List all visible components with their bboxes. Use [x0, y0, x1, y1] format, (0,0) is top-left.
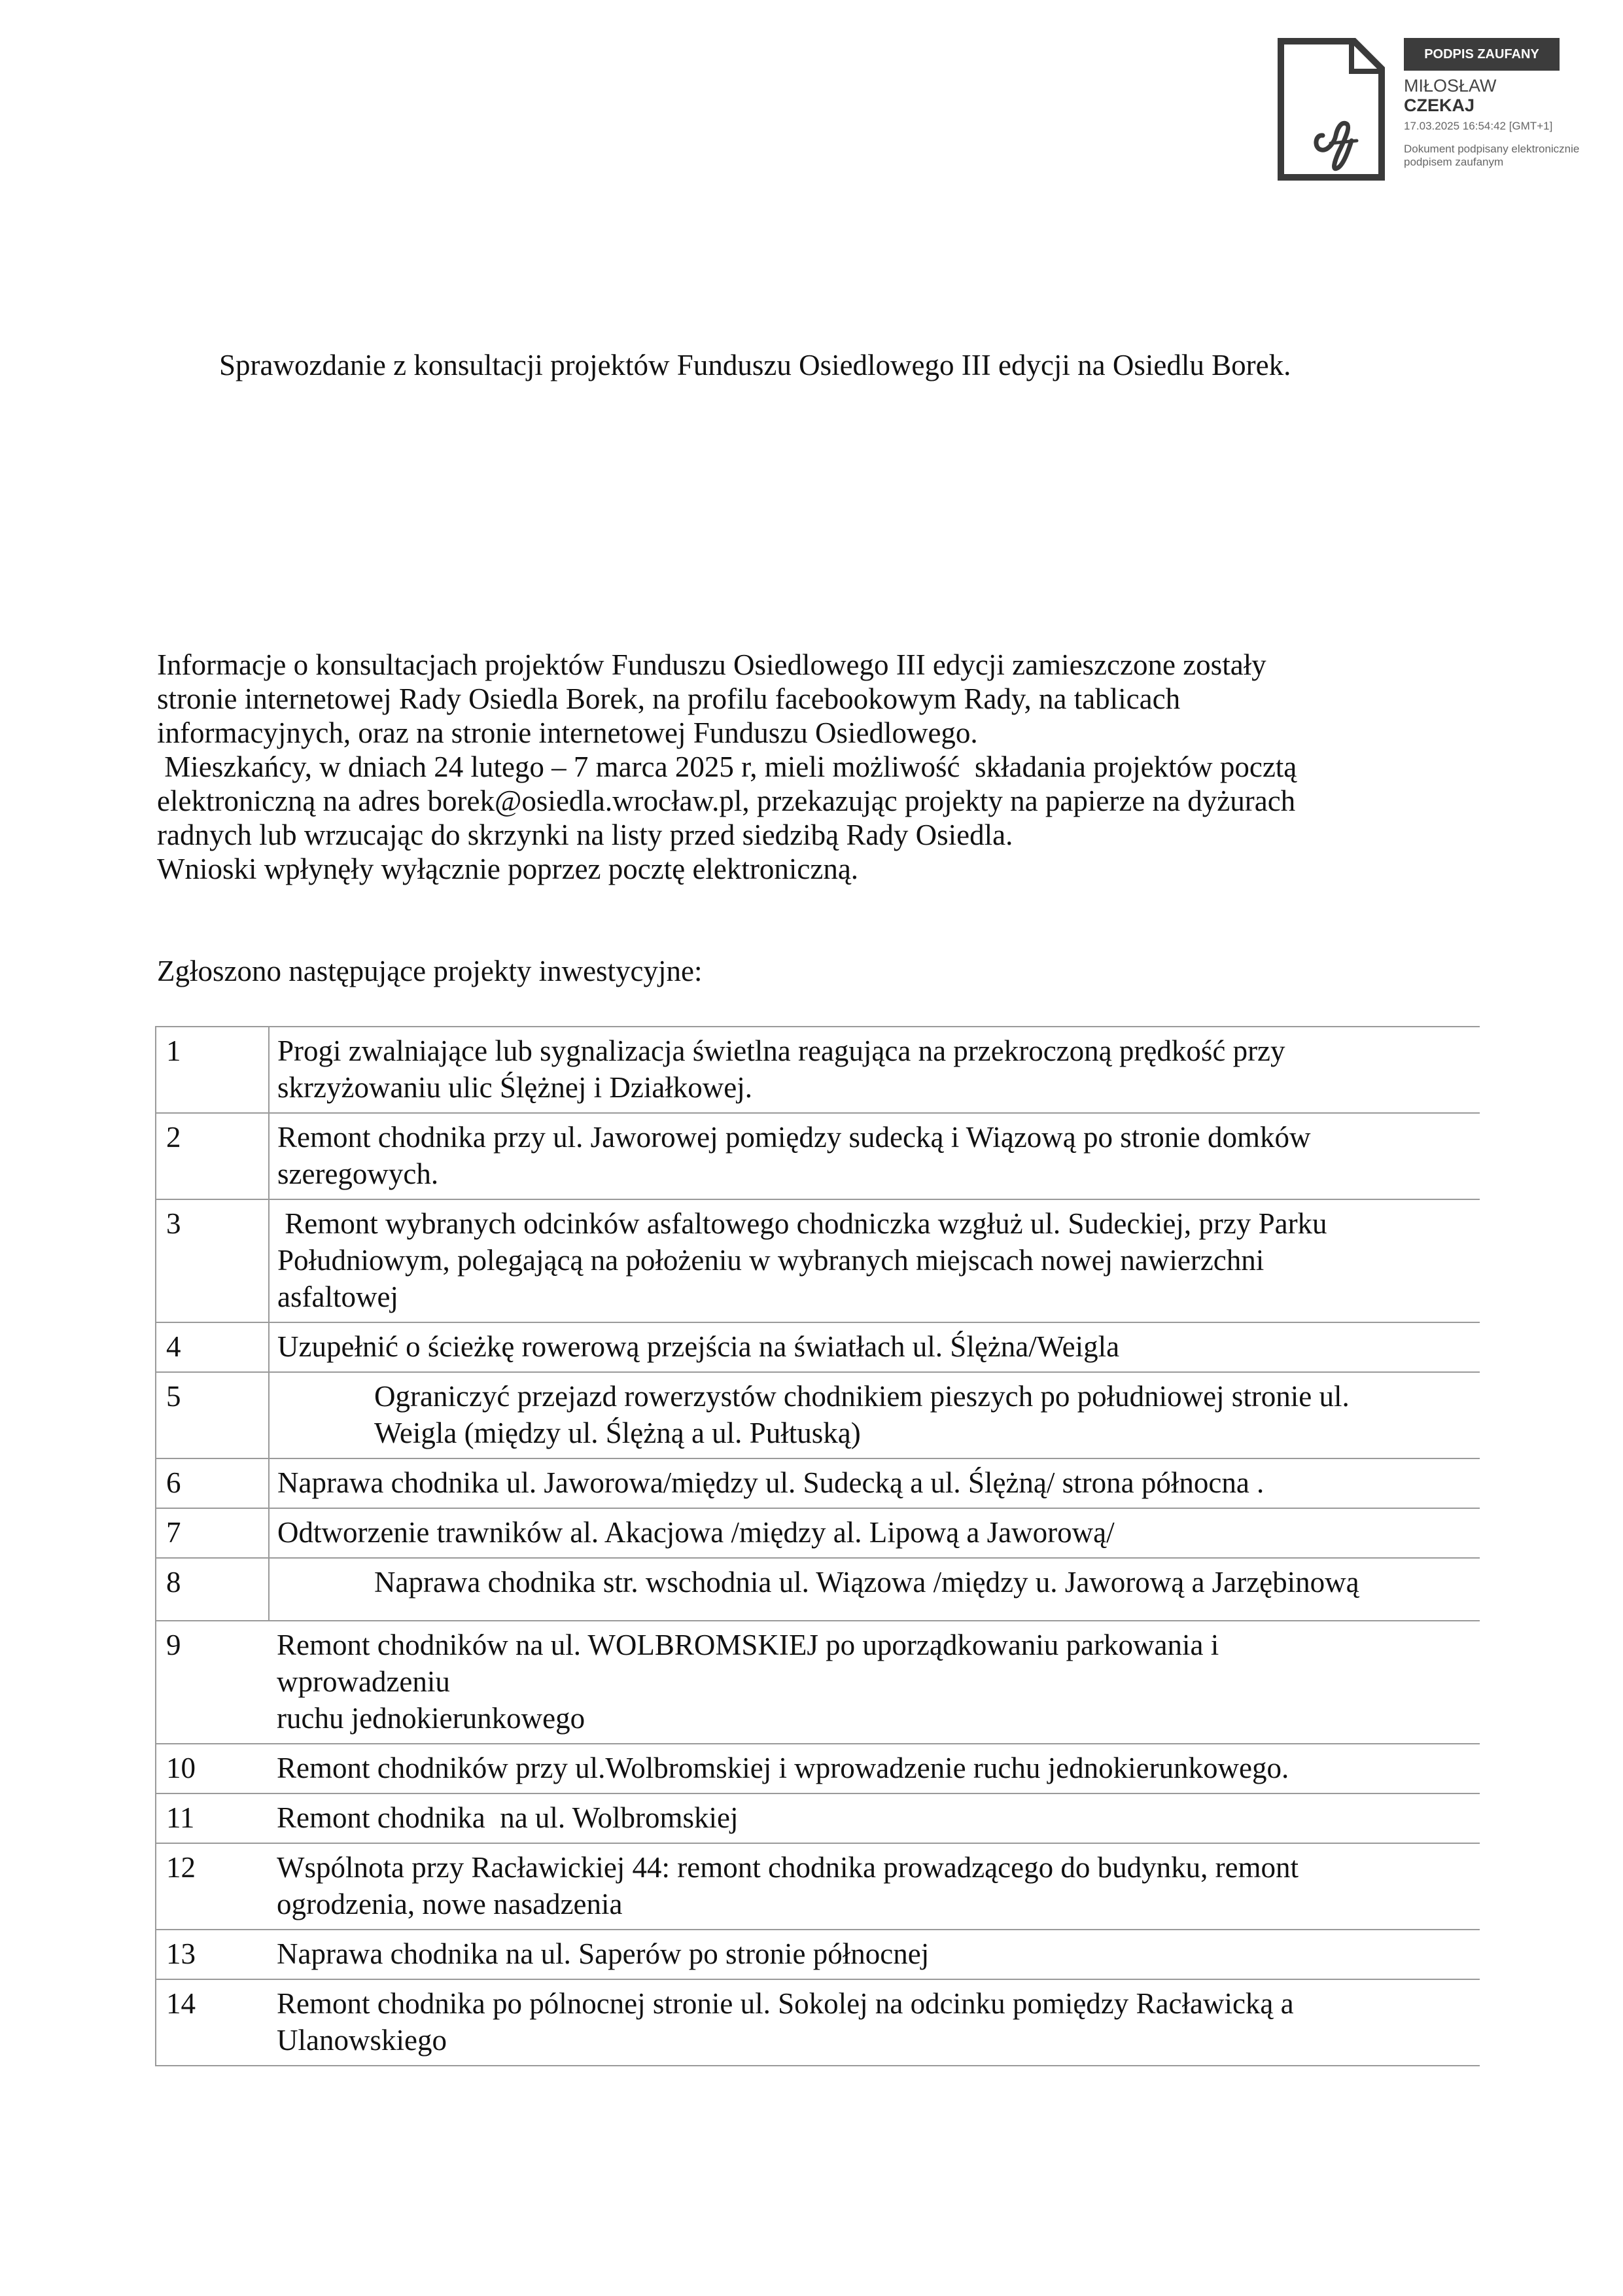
project-line: Naprawa chodnika na ul. Saperów po stronie północnej	[277, 1937, 930, 1970]
project-number: 2	[156, 1113, 269, 1199]
project-number: 6	[156, 1458, 269, 1508]
project-line: Weigla (między ul. Ślężną a ul. Pułtuską)	[374, 1417, 861, 1449]
project-number: 7	[156, 1508, 269, 1558]
project-description	[269, 1621, 1480, 1744]
project-description	[269, 1113, 1480, 1199]
project-description	[269, 1793, 1480, 1843]
project-number: 8	[156, 1558, 269, 1621]
project-number: 12	[156, 1843, 269, 1930]
project-line: Naprawa chodnika str. wschodnia ul. Wiązowa /między u. Jaworową a Jarzębinową	[374, 1566, 1359, 1598]
project-line: Remont chodnika po pólnocnej stronie ul. Sokolej na odcinku pomiędzy Racławicką a	[277, 1987, 1294, 2020]
signer-first-name: MIŁOSŁAW	[1404, 76, 1497, 96]
intro-paragraph	[157, 648, 1498, 886]
table-row	[156, 1113, 1480, 1199]
project-number: 14	[156, 1979, 269, 2066]
table-row	[156, 1979, 1480, 2066]
table-row	[156, 1027, 1480, 1113]
project-line: ruchu jednokierunkowego	[277, 1702, 585, 1735]
intro-line: informacyjnych, oraz na stronie internetowej Funduszu Osiedlowego.	[157, 716, 978, 749]
project-description	[269, 1322, 1480, 1372]
project-number: 4	[156, 1322, 269, 1372]
signature-note-line: podpisem zaufanym	[1404, 156, 1504, 168]
signature-note-line: Dokument podpisany elektronicznie	[1404, 143, 1580, 155]
project-description	[269, 1744, 1480, 1793]
project-line: asfaltowej	[277, 1280, 398, 1313]
project-line: Remont wybranych odcinków asfaltowego chodniczka wzgłuż ul. Sudeckiej, przy Parku	[277, 1207, 1327, 1240]
project-number: 5	[156, 1372, 269, 1458]
table-row	[156, 1199, 1480, 1322]
project-number: 3	[156, 1199, 269, 1322]
project-line: Ograniczyć przejazd rowerzystów chodnikiem pieszych po południowej stronie ul.	[374, 1380, 1350, 1413]
project-line: Remont chodników na ul. WOLBROMSKIEJ po uporządkowaniu parkowania i	[277, 1629, 1219, 1661]
project-line: skrzyżowaniu ulic Ślężnej i Działkowej.	[277, 1071, 753, 1104]
table-row	[156, 1793, 1480, 1843]
project-number: 11	[156, 1793, 269, 1843]
project-number: 10	[156, 1744, 269, 1793]
document-title: Sprawozdanie z konsultacji projektów Funduszu Osiedlowego III edycji na Osiedlu Borek.	[219, 349, 1291, 381]
table-row	[156, 1458, 1480, 1508]
project-number: 1	[156, 1027, 269, 1113]
intro-line: stronie internetowej Rady Osiedla Borek, na profilu facebookowym Rady, na tablicach	[157, 682, 1181, 715]
project-line: Odtworzenie trawników al. Akacjowa /między al. Lipową a Jaworową/	[277, 1516, 1115, 1549]
project-number: 9	[156, 1621, 269, 1744]
intro-line: Informacje o konsultacjach projektów Funduszu Osiedlowego III edycji zamieszczone zostały	[157, 648, 1266, 681]
projects-table	[155, 1026, 1480, 2066]
project-description	[269, 1372, 1480, 1458]
project-line: Uzupełnić o ścieżkę rowerową przejścia na światłach ul. Ślężna/Weigla	[277, 1330, 1120, 1363]
table-row	[156, 1322, 1480, 1372]
project-line: wprowadzeniu	[277, 1665, 450, 1698]
trusted-signature-badge: PODPIS ZAUFANY	[1404, 38, 1560, 71]
project-line: Remont chodnika na ul. Wolbromskiej	[277, 1801, 739, 1834]
projects-lead: Zgłoszono następujące projekty inwestycyjne:	[157, 955, 703, 987]
table-row	[156, 1930, 1480, 1979]
project-line: szeregowych.	[277, 1157, 439, 1190]
intro-line: Mieszkańcy, w dniach 24 lutego – 7 marca 2025 r, mieli możliwość składania projektów pocztą	[157, 751, 1297, 783]
table-row	[156, 1508, 1480, 1558]
project-line: Naprawa chodnika ul. Jaworowa/między ul. Sudecką a ul. Ślężną/ strona północna .	[277, 1466, 1265, 1499]
table-row	[156, 1372, 1480, 1458]
project-line: Remont chodników przy ul.Wolbromskiej i wprowadzenie ruchu jednokierunkowego.	[277, 1752, 1289, 1784]
project-line: Wspólnota przy Racławickiej 44: remont chodnika prowadzącego do budynku, remont	[277, 1851, 1299, 1884]
project-line: ogrodzenia, nowe nasadzenia	[277, 1888, 623, 1920]
project-description	[269, 1930, 1480, 1979]
project-line: Ulanowskiego	[277, 2024, 447, 2057]
signature-date: 17.03.2025 16:54:42 [GMT+1]	[1404, 120, 1553, 132]
project-line: Progi zwalniające lub sygnalizacja świetlna reagująca na przekroczoną prędkość przy	[277, 1034, 1285, 1067]
project-description	[269, 1458, 1480, 1508]
project-description	[269, 1199, 1480, 1322]
signature-note	[1404, 143, 1600, 169]
table-row	[156, 1744, 1480, 1793]
table-row	[156, 1621, 1480, 1744]
table-row	[156, 1558, 1480, 1621]
table-row	[156, 1843, 1480, 1930]
project-number: 13	[156, 1930, 269, 1979]
project-description	[269, 1508, 1480, 1558]
project-description	[269, 1027, 1480, 1113]
project-description	[269, 1843, 1480, 1930]
project-line: Południowym, polegającą na położeniu w wybranych miejscach nowej nawierzchni	[277, 1244, 1265, 1277]
project-description	[269, 1558, 1480, 1621]
project-description	[269, 1979, 1480, 2066]
signed-document-icon	[1276, 37, 1387, 181]
intro-line: Wnioski wpłynęły wyłącznie poprzez pocztę elektroniczną.	[157, 853, 859, 885]
intro-line: elektroniczną na adres borek@osiedla.wrocław.pl, przekazując projekty na papierze na dyżurach	[157, 785, 1296, 817]
project-line: Remont chodnika przy ul. Jaworowej pomiędzy sudecką i Wiązową po stronie domków	[277, 1121, 1311, 1154]
signer-last-name: CZEKAJ	[1404, 96, 1475, 115]
intro-line: radnych lub wrzucając do skrzynki na listy przed siedzibą Rady Osiedla.	[157, 819, 1013, 851]
